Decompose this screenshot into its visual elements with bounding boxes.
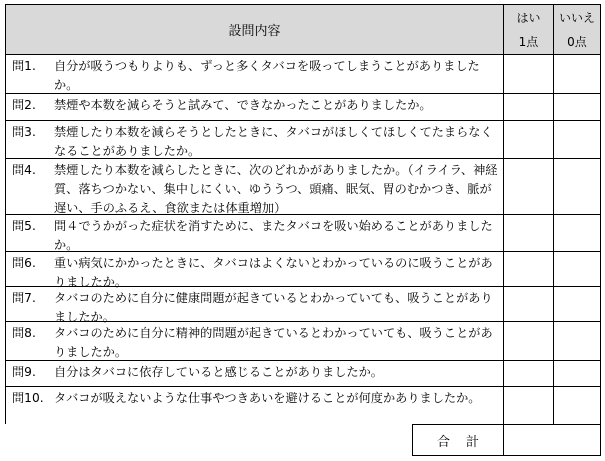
question-row-2 bbox=[5, 93, 503, 120]
question-row-8 bbox=[5, 321, 503, 360]
answer-no-cell-10[interactable] bbox=[553, 386, 601, 424]
header-content-cell bbox=[5, 4, 503, 54]
answer-no-cell-7[interactable] bbox=[553, 286, 601, 321]
question-text: 自分はタバコに依存していると感じることがありましたか。 bbox=[54, 365, 383, 379]
answer-yes-cell-9[interactable] bbox=[503, 360, 553, 386]
question-number: 問2. bbox=[12, 98, 36, 112]
question-row-5 bbox=[5, 214, 503, 251]
question-row-9 bbox=[5, 360, 503, 386]
question-text: 禁煙や本数を減らそうと試みて、できなかったことがありましたか。 bbox=[54, 98, 432, 112]
answer-no-cell-5[interactable] bbox=[553, 214, 601, 251]
question-row-10 bbox=[5, 386, 503, 424]
question-text: 自分が吸うつもりよりも、ずっと多くタバコを吸ってしまうことがありましたか。 bbox=[54, 59, 480, 92]
answer-no-cell-6[interactable] bbox=[553, 251, 601, 286]
question-text: 禁煙したり本数を減らしたときに、次のどれかがありましたか。（イライラ、神経質、落ちつかない、集中しにくい、ゆううつ、頭痛、眠気、胃のむかつき、脈が遅い、手のふるえ、食欲または体重増加） bbox=[54, 163, 498, 215]
answer-yes-cell-8[interactable] bbox=[503, 321, 553, 360]
answer-no-cell-4[interactable] bbox=[553, 158, 601, 214]
answer-no-cell-8[interactable] bbox=[553, 321, 601, 360]
question-number: 問3. bbox=[12, 125, 36, 139]
question-number: 問8. bbox=[12, 326, 36, 340]
answer-yes-cell-7[interactable] bbox=[503, 286, 553, 321]
question-row-7 bbox=[5, 286, 503, 324]
question-text: タバコのために自分に精神的問題が起きているとわかっていても、吸うことがありましたか。 bbox=[54, 326, 493, 359]
answer-yes-cell-4[interactable] bbox=[503, 158, 553, 214]
answer-no-cell-2[interactable] bbox=[553, 93, 601, 120]
question-row-4 bbox=[5, 158, 503, 214]
header-no-label: いいえ bbox=[558, 10, 595, 25]
answer-yes-cell-2[interactable] bbox=[503, 93, 553, 120]
answer-no-cell-3[interactable] bbox=[553, 120, 601, 158]
question-text: 重い病気にかかったときに、タバコはよくないとわかっているのに吸うことがありましたか。 bbox=[54, 256, 493, 289]
question-text: タバコのために自分に健康問題が起きているとわかっていても、吸うことがありましたか。 bbox=[54, 291, 493, 324]
answer-yes-cell-1[interactable] bbox=[503, 54, 553, 93]
total-label: 合計 bbox=[436, 434, 495, 450]
question-row-1 bbox=[5, 54, 503, 93]
question-number: 問6. bbox=[12, 256, 36, 270]
question-row-6 bbox=[5, 251, 503, 289]
question-text: 禁煙したり本数を減らそうとしたときに、タバコがほしくてほしくてたまらなくなることがありましたか。 bbox=[54, 125, 493, 158]
answer-yes-cell-10[interactable] bbox=[503, 386, 553, 424]
question-number: 問1. bbox=[12, 59, 36, 73]
total-value-cell bbox=[503, 424, 601, 456]
answer-yes-cell-3[interactable] bbox=[503, 120, 553, 158]
question-text: 問４でうかがった症状を消すために、またタバコを吸い始めることがありましたか。 bbox=[54, 219, 493, 252]
question-number: 問7. bbox=[12, 291, 36, 305]
header-no-cell bbox=[553, 4, 601, 54]
question-number: 問4. bbox=[12, 163, 36, 177]
answer-no-cell-1[interactable] bbox=[553, 54, 601, 93]
header-yes-points: 1点 bbox=[518, 35, 539, 50]
answer-yes-cell-5[interactable] bbox=[503, 214, 553, 251]
header-content-label: 設問内容 bbox=[228, 24, 281, 39]
total-label-cell bbox=[412, 424, 503, 456]
question-number: 問5. bbox=[12, 219, 36, 233]
question-row-3 bbox=[5, 120, 503, 158]
header-yes-cell bbox=[503, 4, 553, 54]
question-number: 問10. bbox=[12, 391, 44, 405]
question-text: タバコが吸えないような仕事やつきあいを避けることが何度かありましたか。 bbox=[54, 391, 481, 405]
answer-no-cell-9[interactable] bbox=[553, 360, 601, 386]
header-no-points: 0点 bbox=[567, 35, 587, 50]
question-number: 問9. bbox=[12, 365, 36, 379]
header-yes-label: はい bbox=[516, 10, 541, 25]
answer-yes-cell-6[interactable] bbox=[503, 251, 553, 286]
